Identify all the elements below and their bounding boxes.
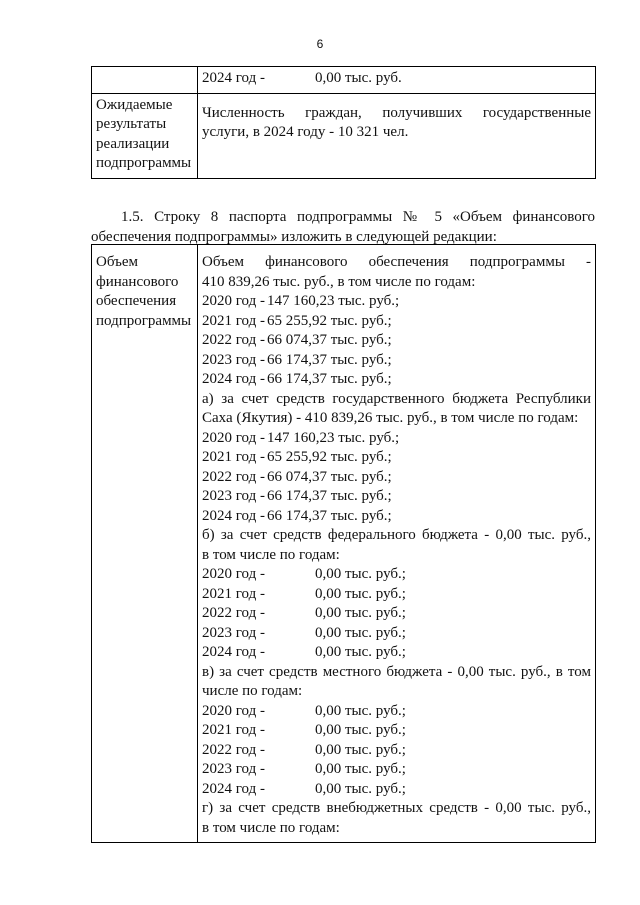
amount-value: 0,00 тыс. руб.	[315, 70, 402, 86]
label-line: подпрограммы	[96, 155, 192, 171]
amount-value: 66 074,37 тыс. руб.;	[267, 332, 392, 348]
year-label: 2021 год -	[202, 585, 265, 602]
total-years-list	[202, 292, 591, 390]
year-line	[202, 585, 591, 605]
year-line	[202, 292, 591, 312]
federal-budget-line: в том числе по годам:	[202, 546, 340, 563]
year-label: 2022 год -	[202, 332, 265, 348]
amendment-paragraph	[91, 208, 595, 247]
year-label: 2023 год -	[202, 351, 265, 368]
table-row	[92, 67, 596, 94]
amount-value: 0,00 тыс. руб.;	[315, 585, 406, 602]
results-text-line: Численность граждан, получивших государственные	[202, 104, 591, 121]
amount-value: 66 174,37 тыс. руб.;	[267, 507, 392, 524]
amount-value: 0,00 тыс. руб.;	[315, 566, 406, 582]
year-label: 2020 год -	[202, 566, 265, 582]
passport-table-top	[91, 66, 596, 179]
year-line	[202, 702, 591, 722]
year-line	[202, 624, 591, 644]
year-label: 2022 год -	[202, 468, 265, 485]
year-line	[202, 741, 591, 761]
extrabudgetary-line: г) за счет средств внебюджетных средств - 0,00 тыс. руб.,	[202, 800, 591, 816]
year-label: 2022 год -	[202, 741, 265, 758]
year-label: 2020 год -	[202, 429, 265, 446]
amount-value: 0,00 тыс. руб.;	[315, 605, 406, 621]
year-label: 2021 год -	[202, 722, 265, 738]
year-label: 2022 год -	[202, 605, 265, 621]
amount-value: 66 174,37 тыс. руб.;	[267, 488, 392, 504]
year-label: 2021 год -	[202, 312, 265, 329]
amount-value: 0,00 тыс. руб.;	[315, 702, 406, 719]
total-line: 410 839,26 тыс. руб., в том числе по годам:	[202, 273, 476, 290]
federal-years-list	[202, 565, 591, 663]
financing-value	[198, 245, 596, 843]
year-label: 2023 год -	[202, 624, 265, 641]
year-line	[202, 429, 591, 449]
expected-results-value	[198, 93, 596, 178]
amount-value: 0,00 тыс. руб.;	[315, 761, 406, 777]
year-line	[202, 468, 591, 488]
paragraph-line: обеспечения подпрограммы» изложить в следующей редакции:	[91, 228, 497, 245]
label-line: реализации	[96, 135, 170, 152]
year-label: 2023 год -	[202, 488, 265, 504]
financing-label	[92, 245, 198, 843]
local-budget-line: числе по годам:	[202, 683, 303, 699]
paragraph-line: 1.5. Строку 8 паспорта подпрограммы № 5 «Объем финансового	[121, 209, 595, 225]
amount-value: 147 160,23 тыс. руб.;	[267, 429, 400, 446]
year-line	[202, 643, 591, 663]
local-years-list	[202, 702, 591, 800]
year-label: 2021 год -	[202, 449, 265, 465]
table-cell-empty	[92, 67, 198, 94]
label-line: Объем	[96, 254, 138, 270]
amount-value: 65 255,92 тыс. руб.;	[267, 312, 392, 329]
year-line	[202, 760, 591, 780]
year-label: 2024 год -	[202, 780, 265, 797]
year-line	[202, 312, 591, 332]
amount-value: 66 074,37 тыс. руб.;	[267, 468, 392, 485]
year-label: 2020 год -	[202, 293, 265, 309]
year-line	[202, 331, 591, 351]
total-line: Объем финансового обеспечения подпрограммы -	[202, 254, 591, 270]
amount-value: 0,00 тыс. руб.;	[315, 722, 406, 738]
year-line	[202, 507, 591, 527]
year-line	[202, 69, 591, 89]
amount-value: 0,00 тыс. руб.;	[315, 780, 406, 797]
state-budget-line: Саха (Якутия) - 410 839,26 тыс. руб., в том числе по годам:	[202, 410, 579, 426]
label-line: Ожидаемые	[96, 96, 173, 113]
table-cell-year-2024	[198, 67, 596, 94]
year-label: 2024 год -	[202, 70, 265, 86]
amount-value: 0,00 тыс. руб.;	[315, 644, 406, 660]
year-label: 2024 год -	[202, 371, 265, 387]
year-label: 2020 год -	[202, 702, 265, 719]
year-label: 2023 год -	[202, 761, 265, 777]
year-label: 2024 год -	[202, 644, 265, 660]
label-line: финансового	[96, 273, 179, 290]
year-line	[202, 604, 591, 624]
amount-value: 66 174,37 тыс. руб.;	[267, 351, 392, 368]
results-text-line: услуги, в 2024 году - 10 321 чел.	[202, 124, 409, 140]
year-line	[202, 780, 591, 800]
amount-value: 65 255,92 тыс. руб.;	[267, 449, 392, 465]
federal-budget-line: б) за счет средств федерального бюджета - 0,00 тыс. руб.,	[202, 527, 591, 543]
year-line	[202, 565, 591, 585]
table-row	[92, 93, 596, 178]
year-line	[202, 351, 591, 371]
year-line	[202, 721, 591, 741]
state-years-list	[202, 429, 591, 527]
year-line	[202, 487, 591, 507]
year-label: 2024 год -	[202, 507, 265, 524]
expected-results-label	[92, 93, 198, 178]
local-budget-line: в) за счет средств местного бюджета - 0,00 тыс. руб., в том	[202, 663, 591, 680]
amount-value: 0,00 тыс. руб.;	[315, 741, 406, 758]
amount-value: 0,00 тыс. руб.;	[315, 624, 406, 641]
label-line: подпрограммы	[96, 312, 192, 329]
label-line: результаты	[96, 116, 167, 132]
page-number: 6	[316, 37, 324, 51]
label-line: обеспечения	[96, 293, 177, 309]
passport-table-financing	[91, 244, 596, 843]
year-line	[202, 448, 591, 468]
amount-value: 147 160,23 тыс. руб.;	[267, 293, 400, 309]
extrabudgetary-line: в том числе по годам:	[202, 819, 340, 836]
year-line	[202, 370, 591, 390]
amount-value: 66 174,37 тыс. руб.;	[267, 371, 392, 387]
state-budget-line: а) за счет средств государственного бюджета Республики	[202, 390, 591, 407]
table-row	[92, 245, 596, 843]
